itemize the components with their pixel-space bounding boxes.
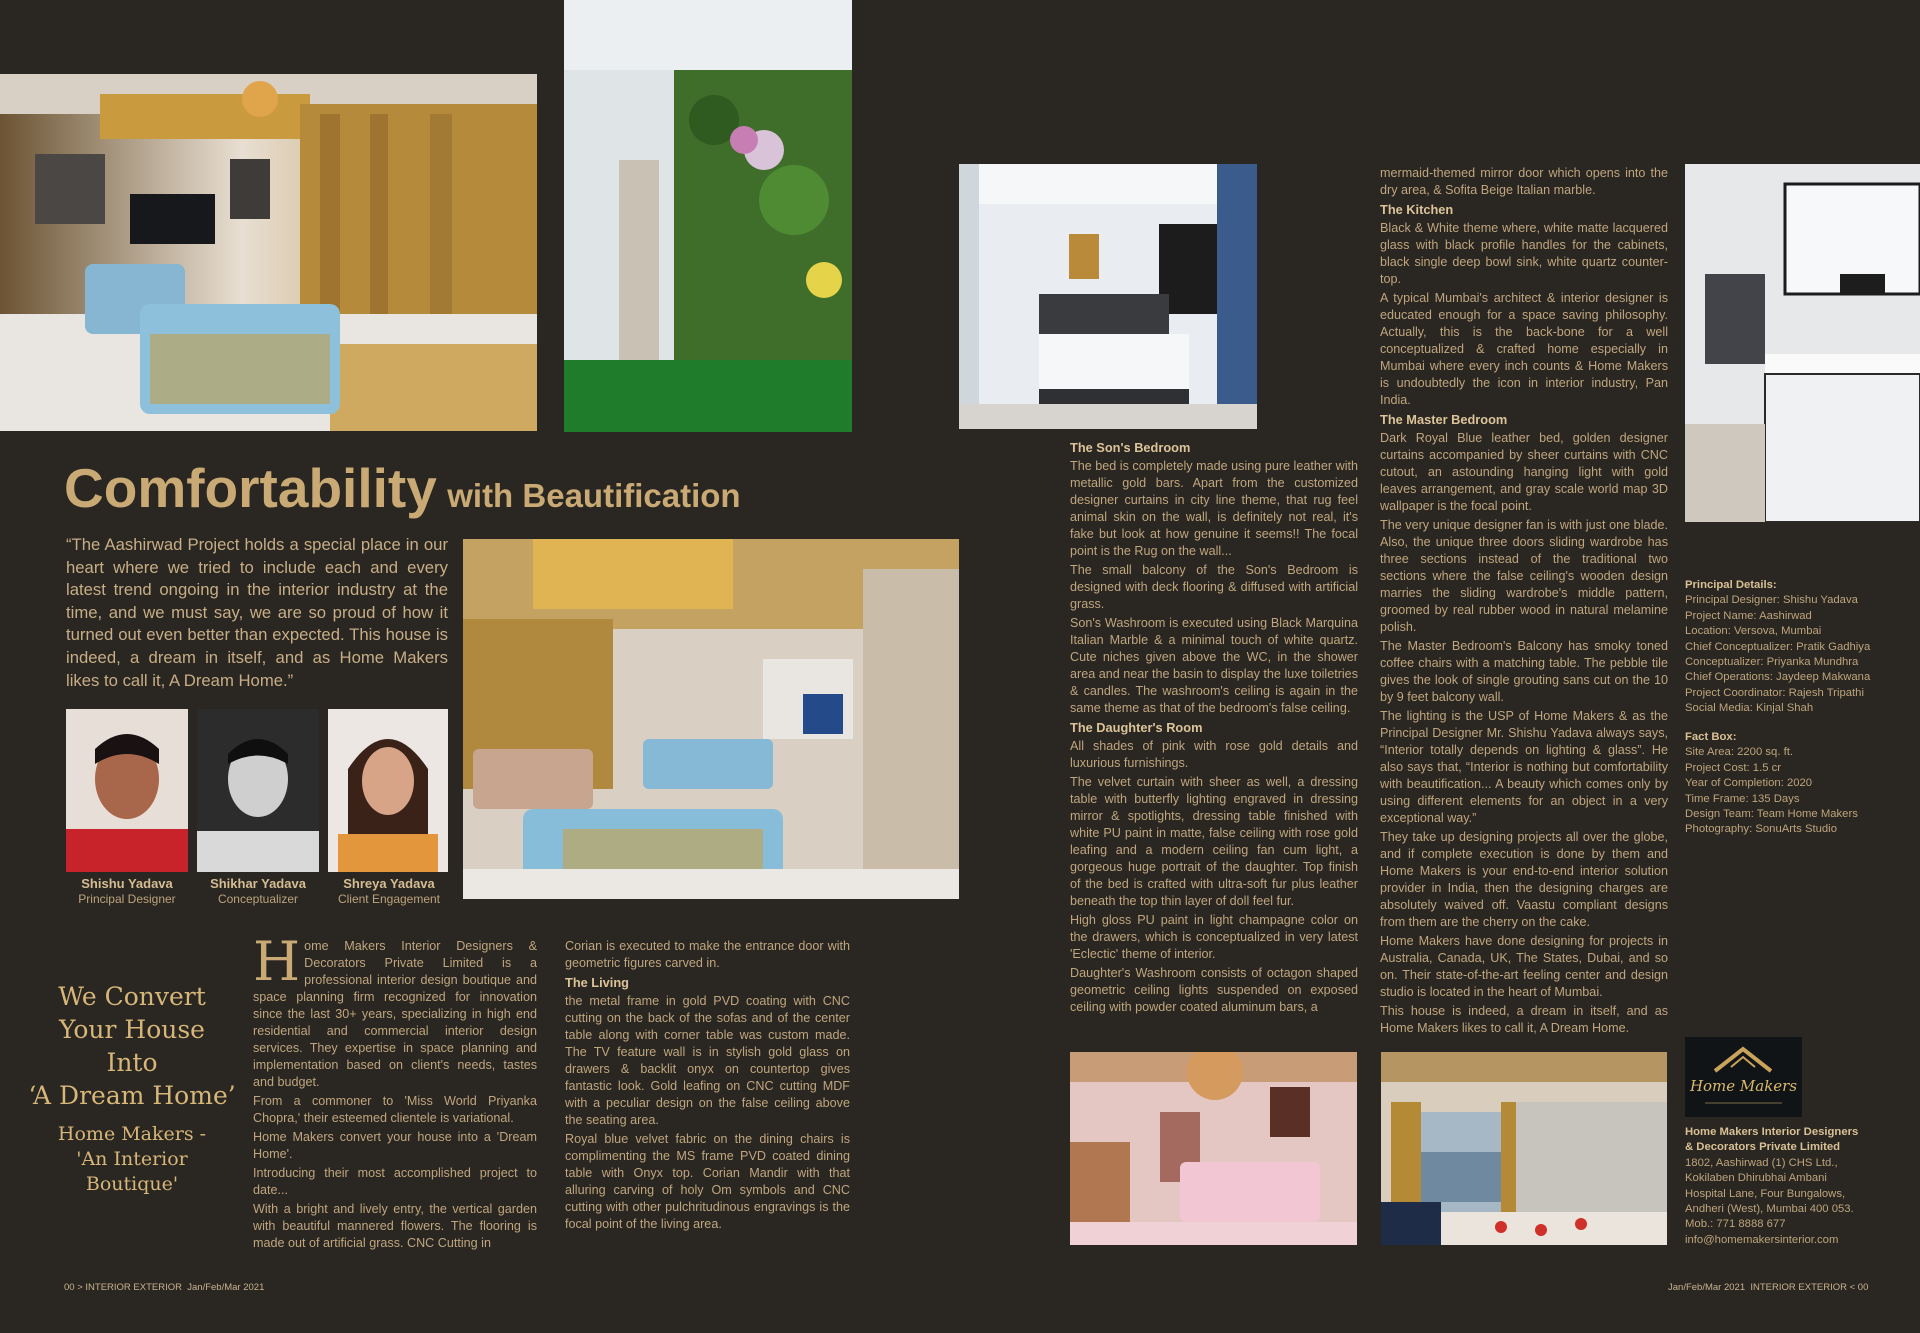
avatar	[328, 709, 448, 872]
col1-p2: From a commoner to 'Miss World Priyanka Chopra,' their esteemed clientele is variational.	[253, 1094, 537, 1125]
fact-line: Time Frame: 135 Days	[1685, 792, 1800, 805]
living-room-photo	[0, 74, 537, 431]
col4-p2: Black & White theme where, white matte lacquered glass with black profile handles for the cabinets, black single deep bowl sink, white quartz counter-top.	[1380, 221, 1668, 286]
fact-line: Site Area: 2200 sq. ft.	[1685, 746, 1794, 759]
principal-line: Location: Versova, Mumbai	[1685, 625, 1822, 638]
principal-details-heading: Principal Details:	[1685, 579, 1777, 591]
person-name-2: Shikhar Yadava	[210, 876, 306, 891]
col3-p2: The small balcony of the Son's Bedroom is designed with deck flooring & diffused with artificial grass.	[1070, 563, 1358, 611]
company-name-1: Home Makers Interior Designers	[1685, 1126, 1859, 1138]
company-name-2: & Decorators Private Limited	[1685, 1141, 1841, 1154]
principal-line: Conceptualizer: Priyanka Mundhra	[1685, 656, 1859, 669]
fact-line: Design Team: Team Home Makers	[1685, 808, 1858, 821]
vertical-garden-photo	[564, 0, 852, 432]
tagline-line-3: Into	[106, 1048, 158, 1077]
col3-p4: All shades of pink with rose gold details and luxurious furnishings.	[1070, 739, 1358, 770]
address-line: Andheri (West), Mumbai 400 053.	[1685, 1203, 1854, 1216]
fact-box-heading: Fact Box:	[1685, 731, 1737, 743]
daughters-room-photo	[1070, 1052, 1357, 1245]
phone-line: Mob.: 771 8888 677	[1685, 1218, 1786, 1231]
home-makers-logo	[1685, 1037, 1802, 1117]
col1-p4: Introducing their most accomplished project to date...	[253, 1166, 537, 1197]
tagline-sub-3: Boutique'	[85, 1173, 179, 1195]
col3-p7: Daughter's Washroom consists of octagon shaped geometric ceiling lights suspended on exposed ceiling with powder coated aluminum bars, a	[1070, 966, 1358, 1014]
person-role-3: Client Engagement	[337, 892, 441, 906]
col2-p1: Corian is executed to make the entrance door with geometric figures carved in.	[565, 939, 850, 970]
article-column-4	[1380, 165, 1668, 1039]
col4-p7: The lighting is the USP of Home Makers & as the Principal Designer Mr. Shishu Yadava always says, “Interior totally depends on lighting & glass”. He also says that, “Interior is nothing but comfortability with beautification... A beauty which comes only by using different elements for an object in a very exceptional way.”	[1380, 709, 1668, 825]
headline	[64, 456, 741, 520]
section-heading-daughters-room: The Daughter's Room	[1070, 720, 1203, 735]
col3-p3: Son's Washroom is executed using Black Marquina Italian Marble & a minimal touch of white quartz. Cute niches given above the WC, in the shower area and near the basin to display the luxe toiletries & candles. The washroom's ceiling is again in the same theme as that of the bedroom's false ceiling.	[1070, 616, 1358, 715]
section-heading-sons-bedroom: The Son's Bedroom	[1070, 440, 1191, 455]
headline-rest: with Beautification	[447, 477, 741, 514]
principal-line: Chief Conceptualizer: Pratik Gadhiya	[1685, 640, 1871, 653]
living-room-wide-photo	[463, 539, 959, 899]
principal-line: Project Name: Aashirwad	[1685, 609, 1812, 622]
col1-p5: With a bright and lively entry, the vertical garden with beautiful mannered flowers. The flooring is made out of artificial grass. CNC Cutting in	[253, 1202, 537, 1250]
col3-p1: The bed is completely made using pure leather with metallic gold bars. Apart from the customized designer curtains in city line theme, that rug feel animal skin on the wall, is definitely not real, it's fake but look at how genuine it seems!! The focal point is the Rug on the wall...	[1070, 459, 1358, 558]
article-column-3	[1070, 439, 1358, 1018]
principal-line: Project Coordinator: Rajesh Tripathi	[1685, 686, 1864, 699]
col4-p8: They take up designing projects all over the globe, and if complete execution is done by them and Home Makers is your end-to-end interior solution provider in India, then the designing charges are absolutely waived off. Vaastu compliant designs from them are the cherry on the cake.	[1380, 830, 1668, 929]
drop-cap: H	[253, 930, 301, 993]
col3-p6: High gloss PU paint in light champagne color on the drawers, which is conceptualized in very latest 'Eclectic' theme of interior.	[1070, 913, 1358, 961]
col3-p5: The velvet curtain with sheer as well, a dressing table with butterfly lighting engraved in dressing mirror & spotlights, dressing table finished with white PU paint in matte, false ceiling with rose gold leafing and a modern ceiling fan cum light, a gorgeous huge portrait of the daughter. Top finish of the bed is crafted with ultra-soft fur plus leather beneath the top thin layer of doll feel fur.	[1070, 775, 1358, 908]
principal-details	[1685, 578, 1917, 717]
kitchen-photo	[1685, 164, 1920, 522]
principal-line: Social Media: Kinjal Shah	[1685, 702, 1814, 715]
col4-p1: mermaid-themed mirror door which opens into the dry area, & Sofita Beige Italian marble.	[1380, 166, 1668, 197]
col4-p5: The very unique designer fan is with just one blade. Also, the unique three doors sliding wardrobe has three sections instead of the traditional two sections where the false ceiling's wooden design marries the sliding wardrobe's middle pattern, groomed by real rubber wood in natural melamine polish.	[1380, 518, 1668, 634]
col4-p4: Dark Royal Blue leather bed, golden designer curtains accompanied by sheer curtains with CNC cutout, an astounding hanging light with gold leaves arrangement, and gray scale world map 3D wallpaper is the focal point.	[1380, 431, 1668, 513]
col2-p3: Royal blue velvet fabric on the dining chairs is complimenting the MS frame PVD coated dining table with Onyx top. Corian Mandir with that alluring carving of holy Om symbols and CNC cutting with other pulchritudinous engravings is the focal point of the living area.	[565, 1132, 850, 1231]
fact-line: Photography: SonuArts Studio	[1685, 823, 1837, 836]
tagline-line-1: We Convert	[58, 982, 206, 1011]
footer-right: Jan/Feb/Mar 2021 INTERIOR EXTERIOR < 00	[1668, 1282, 1869, 1293]
person-role-2: Conceptualizer	[217, 892, 299, 906]
tagline-sub-2: 'An Interior	[76, 1148, 188, 1170]
person-name-1: Shishu Yadava	[81, 876, 173, 891]
avatar	[66, 709, 188, 872]
section-heading-living: The Living	[565, 975, 629, 990]
person-role-1: Principal Designer	[78, 892, 176, 906]
company-contact	[1685, 1125, 1917, 1248]
avatar	[197, 709, 319, 872]
principal-line: Principal Designer: Shishu Yadava	[1685, 594, 1858, 607]
address-line: Hospital Lane, Four Bungalows,	[1685, 1187, 1846, 1200]
fact-line: Year of Completion: 2020	[1685, 777, 1813, 790]
person-name-3: Shreya Yadava	[343, 876, 435, 891]
master-bedroom-photo	[1381, 1052, 1667, 1245]
sons-bedroom-photo	[959, 164, 1257, 429]
col4-p3: A typical Mumbai's architect & interior designer is educated enough for a space saving philosophy. Actually, this is the back-bone for a well conceptualized & crafted home especially in Mumbai where every inch counts & Home Makers is undoubtedly the icon in interior industry, Pan India.	[1380, 291, 1668, 407]
tagline-line-2: Your House	[59, 1015, 205, 1044]
col4-p9: Home Makers have done designing for projects in Australia, Canada, UK, The States, Dubai, and so on. Their state-of-the-art feeling center and design studio is located in the heart of Mumbai.	[1380, 934, 1668, 999]
article-column-1	[253, 930, 537, 1254]
address-line: Kokilaben Dhirubhai Ambani	[1685, 1172, 1827, 1185]
logo-text: Home Makers	[1689, 1077, 1798, 1095]
email-link[interactable]: info@homemakersinterior.com	[1685, 1233, 1839, 1246]
headline-main: Comfortability	[64, 457, 437, 519]
fact-line: Project Cost: 1.5 cr	[1685, 761, 1782, 774]
principal-line: Chief Operations: Jaydeep Makwana	[1685, 671, 1871, 684]
col1-p3: Home Makers convert your house into a 'Dream Home'.	[253, 1130, 537, 1161]
intro-quote: “The Aashirwad Project holds a special place in our heart where we tried to include each and every latest trend ongoing in the interior industry at the time, and we must say, we are so proud of how it turned out even better than expected. This house is indeed, a dream in itself, and as Home Makers likes to call it, A Dream Home.”	[66, 535, 448, 690]
col4-p10: This house is indeed, a dream in itself, and as Home Makers likes to call it, A Dream Home.	[1380, 1004, 1668, 1035]
section-heading-kitchen: The Kitchen	[1380, 202, 1454, 217]
tagline	[18, 980, 246, 1197]
col1-p1: ome Makers Interior Designers & Decorators Private Limited is a professional interior design boutique and space planning firm recognized for innovation since the last 30+ years, specializing in high end residential and commercial interior design services. They expertise in space planning and implementation based on client's needs, tastes and budget.	[253, 939, 537, 1089]
section-heading-master-bedroom: The Master Bedroom	[1380, 412, 1508, 427]
footer-left: 00 > INTERIOR EXTERIOR Jan/Feb/Mar 2021	[64, 1282, 265, 1293]
tagline-sub-1: Home Makers -	[57, 1123, 207, 1145]
col2-p2: the metal frame in gold PVD coating with CNC cutting on the back of the sofas and of the center table along with corner table was custom made. The TV feature wall is in stylish gold glass on drawers & backlit onyx on countertop gives fantastic look. Gold leafing on CNC cutting MDF with a peculiar design on the false ceiling above the seating area.	[565, 994, 850, 1127]
address-line: 1802, Aashirwad (1) CHS Ltd.,	[1685, 1156, 1838, 1169]
tagline-line-4: ‘A Dream Home’	[28, 1081, 236, 1110]
col4-p6: The Master Bedroom's Balcony has smoky toned coffee chairs with a matching table. The pebble tile gives the look of single grouting sans cut on the 10 by 9 feet balcony wall.	[1380, 639, 1668, 704]
fact-box	[1685, 730, 1917, 838]
article-column-2	[565, 938, 850, 1235]
